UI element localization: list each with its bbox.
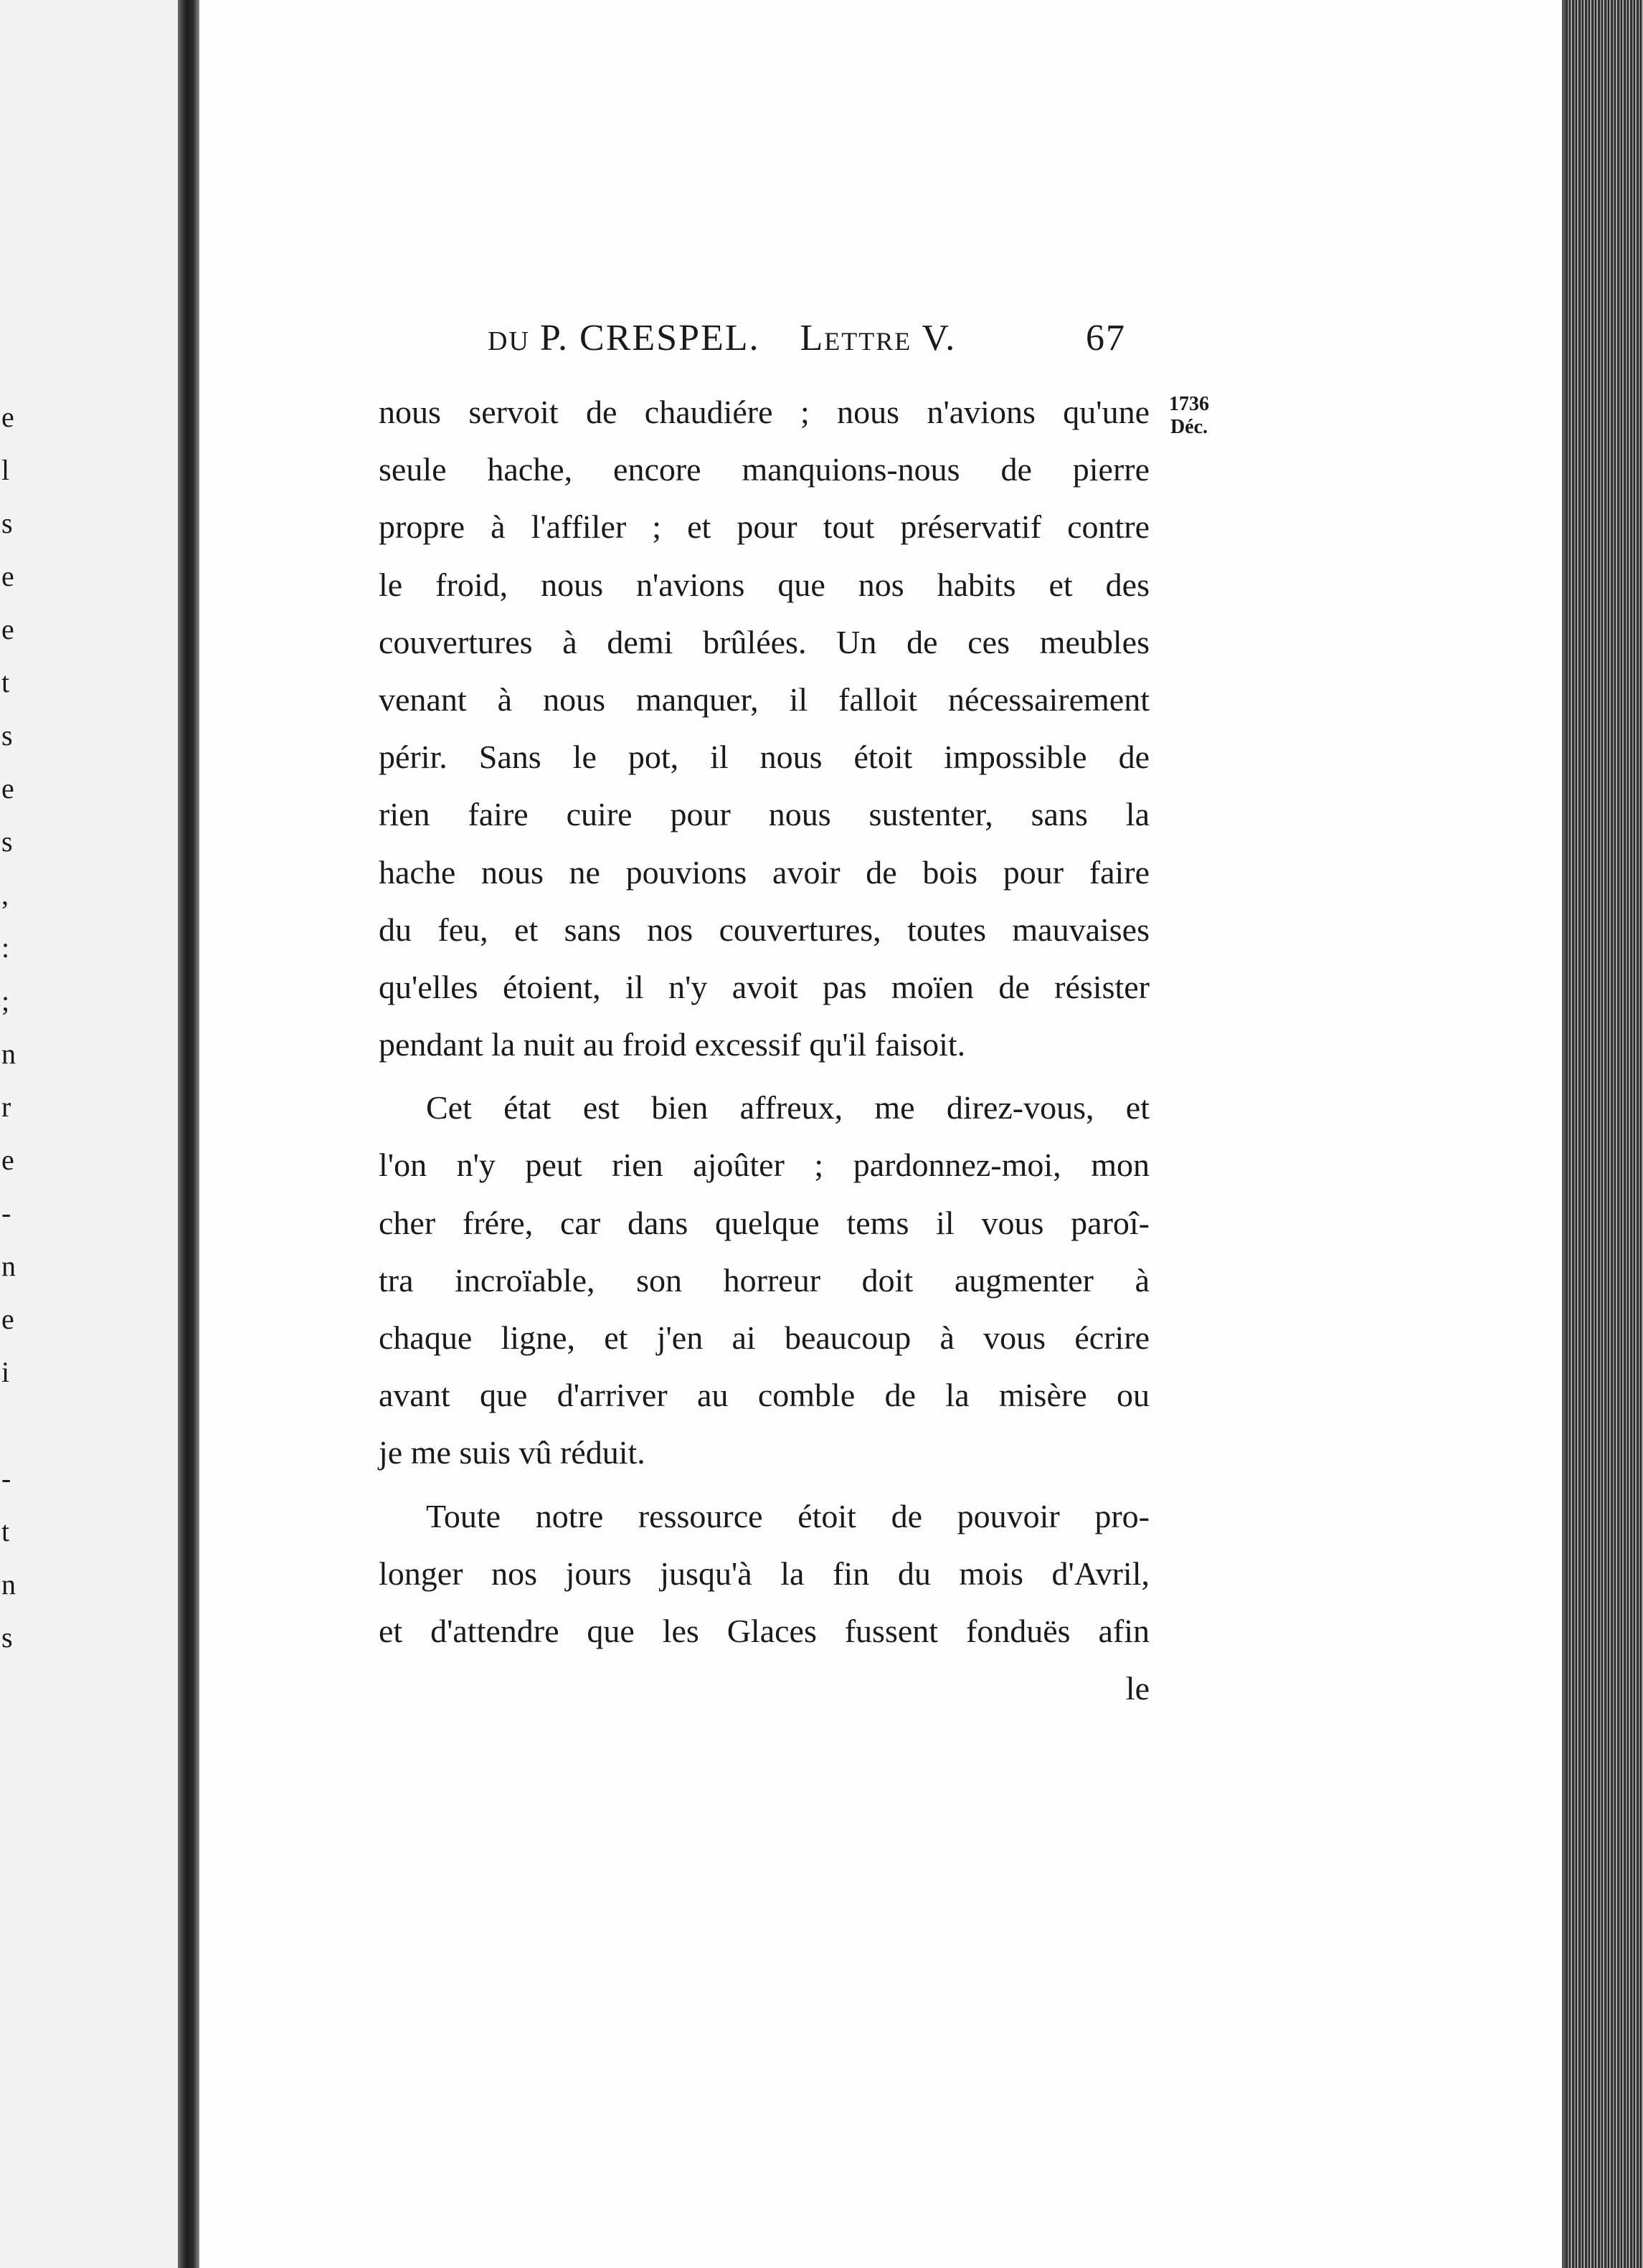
- left-page-fragment: e: [1, 1144, 14, 1176]
- page-edges: [1566, 0, 1643, 2268]
- text-line: périr. Sans le pot, il nous étoit impossible de: [379, 739, 1150, 776]
- text-line: qu'elles étoient, il n'y avoit pas moïen de résister: [379, 968, 1150, 1005]
- text-line: Toute notre ressource étoit de pouvoir pro-: [426, 1497, 1150, 1534]
- left-page-fragment: n: [1, 1250, 16, 1282]
- left-page-fragment: e: [1, 1303, 14, 1335]
- text-line: hache nous ne pouvions avoir de bois pour faire: [379, 853, 1150, 891]
- text-line: rien faire cuire pour nous sustenter, sans la: [379, 796, 1150, 833]
- left-page-fragment: e: [1, 560, 14, 592]
- paragraph: [379, 1488, 1150, 1661]
- body-text: [379, 384, 1150, 1717]
- book-gutter: [178, 0, 199, 2268]
- left-page-fragment: n: [1, 1038, 16, 1070]
- text-line: le froid, nous n'avions que nos habits et des: [379, 566, 1150, 603]
- left-page-fragment: s: [1, 1621, 13, 1653]
- left-page-fragment: s: [1, 719, 13, 751]
- text-line: je me suis vû réduit.: [379, 1434, 645, 1471]
- text-line: chaque ligne, et j'en ai beaucoup à vous écrire: [379, 1319, 1150, 1356]
- left-page-fragment: e: [1, 613, 14, 645]
- text-line: l'on n'y peut rien ajoûter ; pardonnez-moi, mon: [379, 1147, 1150, 1184]
- page-number: 67: [1086, 318, 1126, 359]
- text-line: couvertures à demi brûlées. Un de ces meubles: [379, 623, 1150, 660]
- left-page-fragment: :: [1, 931, 10, 964]
- text-line: propre à l'affiler ; et pour tout préservatif contre: [379, 508, 1150, 546]
- text-line: et d'attendre que les Glaces fussent fonduës afin: [379, 1612, 1150, 1649]
- left-page-fragment: -: [1, 1197, 11, 1229]
- left-page-fragments: [0, 391, 29, 1664]
- left-page-fragment: l: [1, 454, 10, 486]
- left-page-fragment: t: [1, 666, 10, 698]
- left-page-fragment: e: [1, 401, 14, 433]
- paragraph: [379, 384, 1150, 1073]
- text-line: du feu, et sans nos couvertures, toutes mauvaises: [379, 911, 1150, 948]
- text-line: venant à nous manquer, il falloit nécessairement: [379, 680, 1150, 718]
- left-page-fragment: ,: [1, 878, 9, 911]
- text-line: cher frére, car dans quelque tems il vous paroî-: [379, 1204, 1150, 1241]
- text-line: nous servoit de chaudiére ; nous n'avions qu'une: [379, 394, 1150, 430]
- left-page-fragment: t: [1, 1515, 10, 1547]
- running-head-prefix: DU: [488, 326, 530, 356]
- left-page-fragment: s: [1, 825, 13, 858]
- text-line: tra incroïable, son horreur doit augmenter à: [379, 1261, 1150, 1299]
- text-line: seule hache, encore manquions-nous de pierre: [379, 451, 1150, 488]
- paragraph: [379, 1079, 1150, 1481]
- paragraphs: [379, 384, 1150, 1660]
- left-page-fragment: n: [1, 1568, 16, 1600]
- margin-note-year: 1736: [1169, 393, 1209, 415]
- running-head-title: P. CRESPEL.: [539, 318, 760, 359]
- margin-note-month: Déc.: [1170, 416, 1208, 438]
- left-page-fragment: i: [1, 1356, 10, 1388]
- text-line: Cet état est bien affreux, me direz-vous, et: [426, 1089, 1150, 1126]
- paragraph-gap: [379, 1073, 1150, 1079]
- left-page-fragment: ;: [1, 984, 10, 1017]
- left-page-fragment: [0, 1399, 29, 1452]
- catchword: le: [1125, 1670, 1150, 1707]
- left-page-fragment: -: [1, 1462, 11, 1494]
- margin-note: [1160, 393, 1218, 439]
- text-line: avant que d'arriver au comble de la misère ou: [379, 1377, 1150, 1414]
- running-head-letter: Lettre V.: [800, 318, 957, 359]
- paragraph-gap: [379, 1482, 1150, 1488]
- running-head: [488, 310, 1147, 367]
- text-line: pendant la nuit au froid excessif qu'il faisoit.: [379, 1026, 966, 1063]
- left-page-fragment: e: [1, 772, 14, 805]
- text-line: longer nos jours jusqu'à la fin du mois d'Avril,: [379, 1555, 1150, 1592]
- left-page-fragment: r: [1, 1091, 11, 1123]
- left-page-fragment: s: [1, 507, 13, 539]
